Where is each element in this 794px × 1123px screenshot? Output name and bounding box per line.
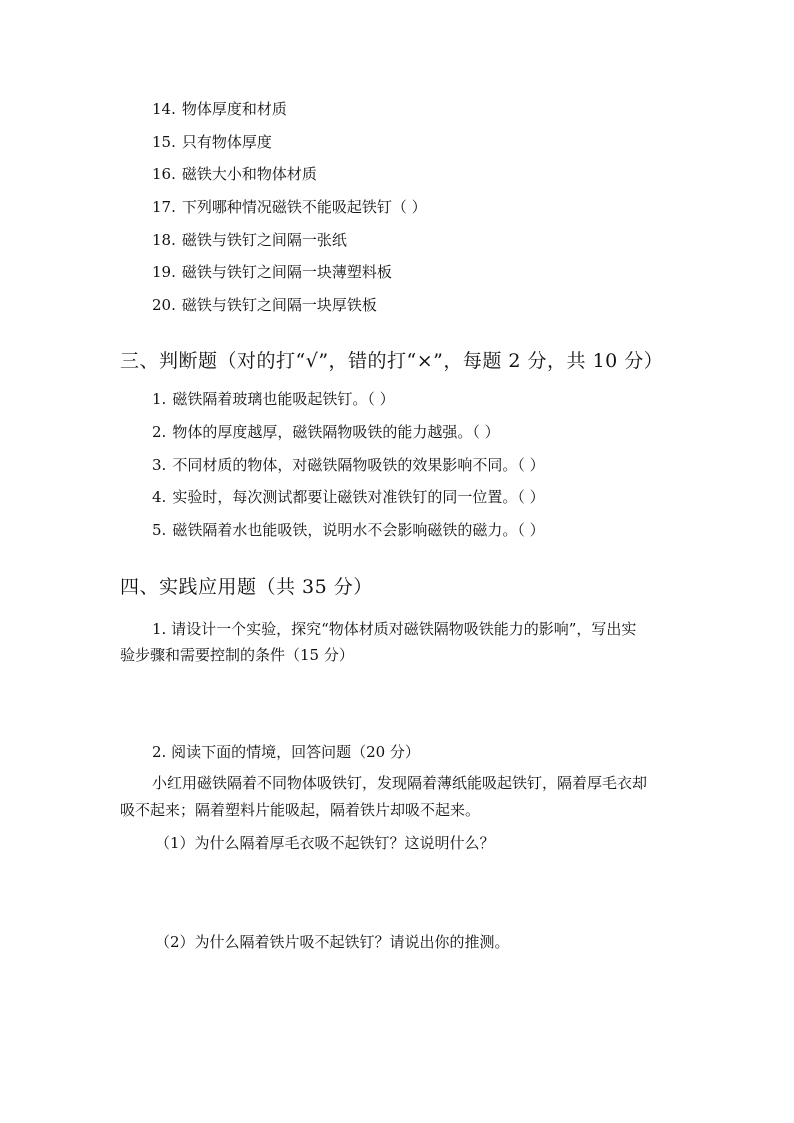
item-text: 磁铁隔着玻璃也能吸起铁钉。（ ）: [172, 390, 395, 408]
item-number: 2.: [152, 423, 167, 441]
question-text: 1. 请设计一个实验，探究“物体材质对磁铁隔物吸铁能力的影响”，写出实: [152, 620, 637, 638]
item-text: 磁铁与铁钉之间隔一张纸: [181, 231, 347, 249]
list-item: [152, 487, 545, 507]
item-number: 14.: [152, 100, 176, 118]
item-number: 16.: [152, 165, 176, 183]
item-number: 4.: [152, 488, 167, 506]
item-text: 磁铁大小和物体材质: [181, 165, 317, 183]
item-text: 下列哪种情况磁铁不能吸起铁钉（ ）: [181, 198, 427, 216]
context-text: 吸不起来；隔着塑料片能吸起，隔着铁片却吸不起来。: [120, 801, 481, 819]
list-item: [152, 422, 500, 442]
item-text: 物体的厚度越厚，磁铁隔物吸铁的能力越强。（ ）: [172, 423, 500, 441]
item-number: 20.: [152, 296, 176, 314]
list-item: [152, 262, 392, 282]
item-text: 只有物体厚度: [181, 133, 272, 151]
list-item: [152, 197, 427, 217]
list-item: [152, 389, 395, 409]
list-item: [152, 99, 287, 119]
item-number: 17.: [152, 198, 176, 216]
item-text: 磁铁隔着水也能吸铁，说明水不会影响磁铁的磁力。（ ）: [172, 521, 545, 539]
item-text: 实验时，每次测试都要让磁铁对准铁钉的同一位置。（ ）: [172, 488, 545, 506]
item-number: 15.: [152, 133, 176, 151]
list-item: [152, 132, 272, 152]
sub-question: （2）为什么隔着铁片吸不起铁钉？请说出你的推测。: [155, 933, 510, 951]
item-text: 磁铁与铁钉之间隔一块厚铁板: [181, 296, 377, 314]
item-number: 19.: [152, 263, 176, 281]
list-item: [152, 520, 545, 540]
list-item: [152, 230, 347, 250]
item-number: 18.: [152, 231, 176, 249]
context-text: 小红用磁铁隔着不同物体吸铁钉，发现隔着薄纸能吸起铁钉，隔着厚毛衣却: [152, 774, 648, 792]
item-number: 5.: [152, 521, 167, 539]
list-item: [152, 455, 545, 475]
question-text: 验步骤和需要控制的条件（15 分）: [120, 646, 354, 664]
section-heading-practice: 四、实践应用题（共 35 分）: [120, 576, 373, 598]
item-text: 磁铁与铁钉之间隔一块薄塑料板: [181, 263, 392, 281]
item-number: 1.: [152, 390, 167, 408]
item-number: 3.: [152, 456, 167, 474]
question-text: 2. 阅读下面的情境，回答问题（20 分）: [152, 743, 420, 761]
sub-question: （1）为什么隔着厚毛衣吸不起铁钉？这说明什么？: [155, 834, 495, 852]
section-heading-judgment: 三、判断题（对的打“√”，错的打“×”，每题 2 分，共 10 分）: [120, 350, 664, 372]
list-item: [152, 164, 317, 184]
item-text: 不同材质的物体，对磁铁隔物吸铁的效果影响不同。（ ）: [172, 456, 545, 474]
item-text: 物体厚度和材质: [181, 100, 287, 118]
list-item: [152, 295, 377, 315]
